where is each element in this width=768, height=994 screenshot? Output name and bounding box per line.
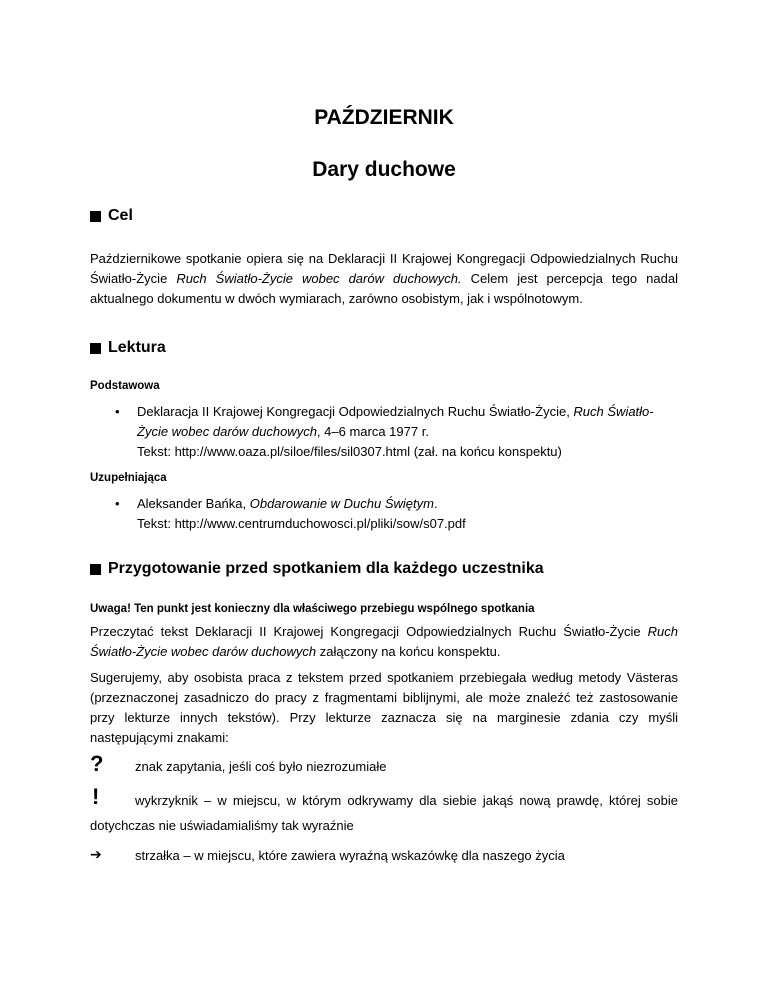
symbol-description-exclamation-continued: dotychczas nie uświadamialiśmy tak wyraźnie (90, 818, 354, 833)
symbol-description-arrow: strzałka – w miejscu, które zawiera wyraźną wskazówkę dla naszego życia (135, 848, 565, 863)
subheading-podstawowa: Podstawowa (90, 380, 160, 392)
list-item: • Aleksander Bańka, Obdarowanie w Duchu Świętym. Tekst: http://www.centrumduchowosci.pl/pliki/sow/s07.pdf (115, 494, 678, 534)
uzupelniajaca-link-text: Tekst: http://www.centrumduchowosci.pl/pliki/sow/s07.pdf (137, 516, 466, 531)
section-heading-przygotowanie: Przygotowanie przed spotkaniem dla każdego uczestnika (90, 560, 544, 578)
section-heading-lektura: Lektura (90, 339, 166, 357)
section-heading-cel: Cel (90, 207, 133, 225)
bullet-icon: • (115, 496, 120, 511)
bullet-icon: • (115, 404, 120, 419)
przygotowanie-paragraph-2: Sugerujemy, aby osobista praca z tekstem przed spotkaniem przebiegała według metody Västeras (przeznaczonej zasadniczo do pracy z fragmentami biblijnymi, ale może znaleźć też zastosowanie przy lekturze innych tekstów). Przy lekturze zaznacza się na marginesie zdania czy myśli następującymi znakami: (90, 670, 678, 745)
uwaga-note: Uwaga! Ten punkt jest konieczny dla właściwego przebiegu wspólnego spotkania (90, 603, 535, 615)
list-item: • Deklaracja II Krajowej Kongregacji Odpowiedzialnych Ruchu Światło-Życie, Ruch Światło-Życie wobec darów duchowych, 4–6 marca 1977 r. Tekst: http://www.oaza.pl/siloe/files/sil0307.html (zał. na końcu konspektu) (115, 402, 678, 462)
subheading-uzupelniajaca: Uzupełniająca (90, 472, 167, 484)
exclamation-mark-icon: ! (92, 784, 100, 809)
przygotowanie-paragraph-1: Przeczytać tekst Deklaracji II Krajowej Kongregacji Odpowiedzialnych Ruchu Światło-Życie Ruch Światło-Życie wobec darów duchowych załączony na końcu konspektu. (90, 624, 678, 659)
square-bullet-icon (90, 564, 101, 575)
square-bullet-icon (90, 343, 101, 354)
arrow-right-icon: ➔ (90, 846, 102, 862)
cel-paragraph: Październikowe spotkanie opiera się na Deklaracji II Krajowej Kongregacji Odpowiedzialnych Ruchu Światło-Życie Ruch Światło-Życie wobec darów duchowych. Celem jest percepcja tego nadal aktualnego dokumentu w dwóch wymiarach, zarówno osobistym, jak i wspólnotowym. (90, 251, 678, 306)
symbol-description-question: znak zapytania, jeśli coś było niezrozumiałe (135, 759, 387, 774)
symbol-description-exclamation: wykrzyknik – w miejscu, w którym odkrywamy dla siebie jakąś nową prawdę, której sobie (135, 793, 678, 808)
question-mark-icon: ? (90, 751, 104, 776)
page-title: PAŹDZIERNIK (314, 106, 454, 129)
square-bullet-icon (90, 211, 101, 222)
podstawowa-link-text: Tekst: http://www.oaza.pl/siloe/files/sil0307.html (zał. na końcu konspektu) (137, 444, 562, 459)
page-subtitle: Dary duchowe (312, 158, 456, 181)
